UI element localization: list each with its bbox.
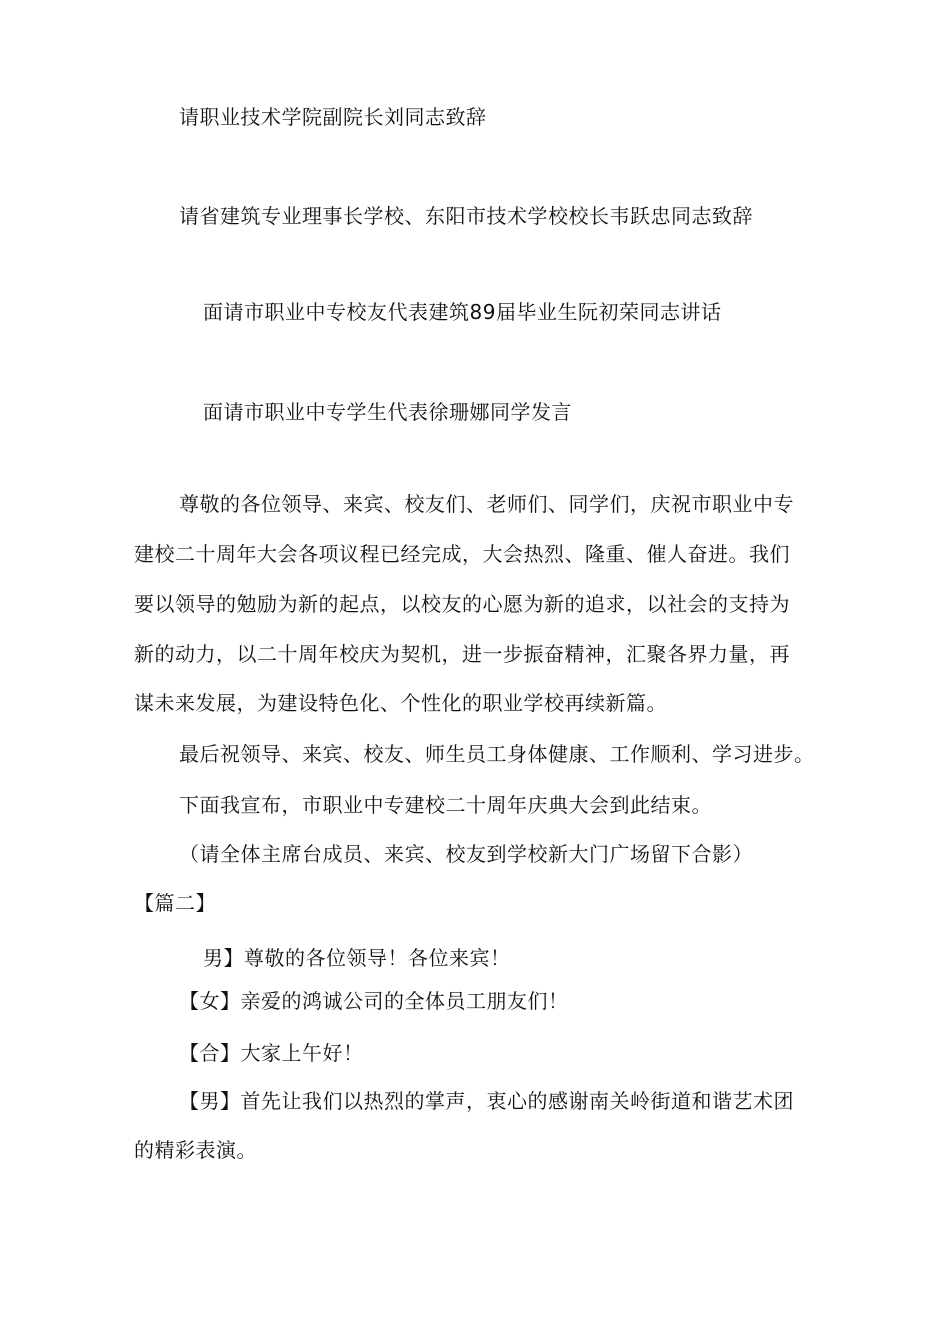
- dialogue-male-thanks-line-2: 的精彩表演。: [134, 1138, 257, 1162]
- closing-paragraph-line-2: 建校二十周年大会各项议程已经完成，大会热烈、隆重、催人奋进。我们: [134, 542, 790, 566]
- announcement-line: 下面我宣布，市职业中专建校二十周年庆典大会到此结束。: [179, 793, 712, 817]
- closing-paragraph-line-4: 新的动力，以二十周年校庆为契机，进一步振奋精神，汇聚各界力量，再: [134, 642, 790, 666]
- dialogue-male-greeting: 男】尊敬的各位领导！各位来宾！: [203, 946, 511, 970]
- dialogue-female-greeting: 【女】亲爱的鸿诚公司的全体员工朋友们！: [179, 989, 569, 1013]
- intro-line-3: 面请市职业中专校友代表建筑89届毕业生阮初荣同志讲话: [203, 300, 722, 324]
- intro-line-4: 面请市职业中专学生代表徐珊娜同学发言: [203, 400, 572, 424]
- section-heading: 【篇二】: [134, 891, 216, 915]
- intro-line-1: 请职业技术学院副院长刘同志致辞: [179, 105, 487, 129]
- closing-paragraph-line-5: 谋未来发展，为建设特色化、个性化的职业学校再续新篇。: [134, 691, 667, 715]
- dialogue-male-thanks-line-1: 【男】首先让我们以热烈的掌声，衷心的感谢南关岭街道和谐艺术团: [179, 1089, 794, 1113]
- closing-paragraph-line-3: 要以领导的勉励为新的起点，以校友的心愿为新的追求，以社会的支持为: [134, 592, 790, 616]
- closing-paragraph-line-1: 尊敬的各位领导、来宾、校友们、老师们、同学们，庆祝市职业中专: [179, 492, 794, 516]
- dialogue-together-greeting: 【合】大家上午好！: [179, 1041, 364, 1065]
- photo-note-line: （请全体主席台成员、来宾、校友到学校新大门广场留下合影）: [179, 842, 753, 866]
- intro-line-2: 请省建筑专业理事长学校、东阳市技术学校校长韦跃忠同志致辞: [179, 204, 753, 228]
- blessing-line: 最后祝领导、来宾、校友、师生员工身体健康、工作顺利、学习进步。: [179, 742, 815, 766]
